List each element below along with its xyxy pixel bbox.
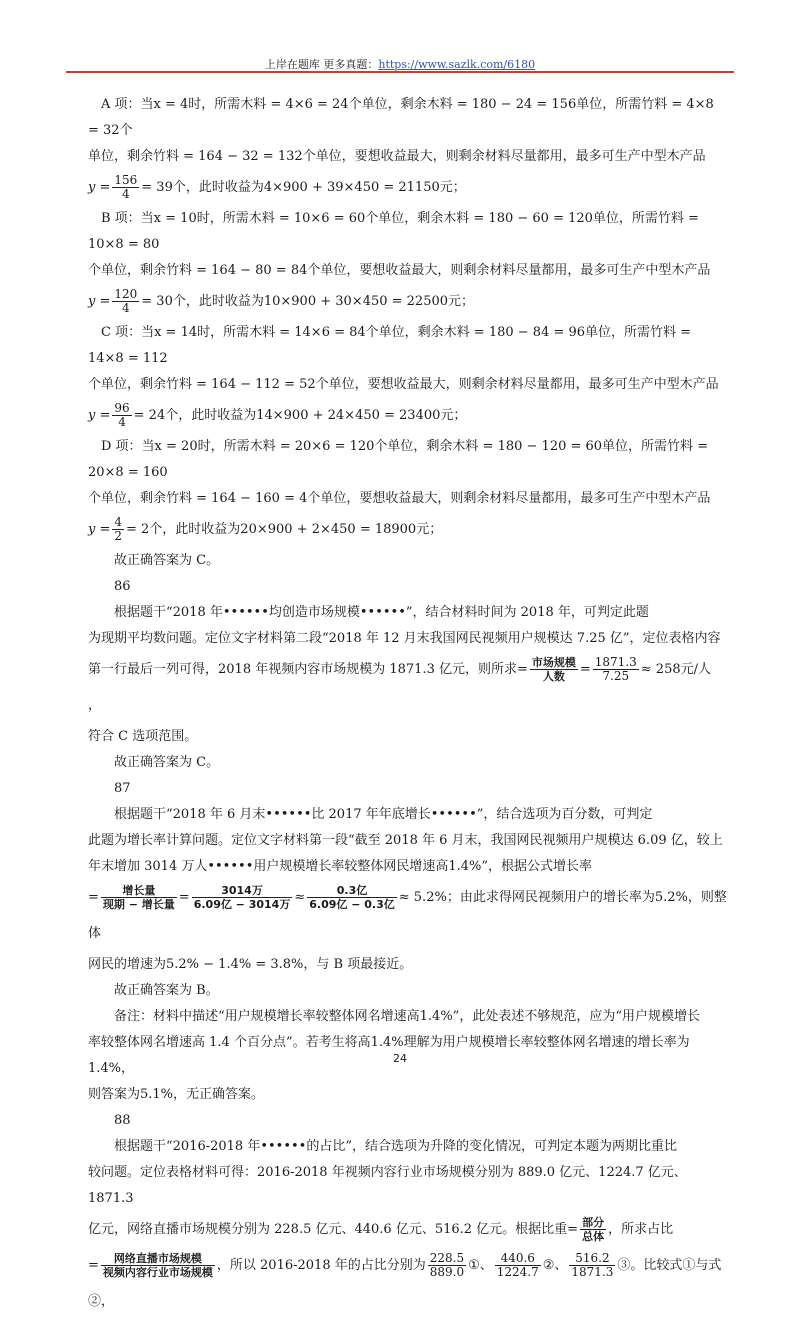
fraction: $\frac{4}{2}$ bbox=[114, 515, 123, 543]
formula-line: = $\frac{\text{增长量}}{\text{现期 − 增长量}}$ = $\frac{\text{3014万}}{\text{6.09亿 − 3014万}}$ ≈ $\frac{\text{0.3亿}}{\text{6.09亿 − 0.3亿}}$ ≈ 5.2%；由此求得网民视频用户的增长率为5.2%，则整体 bbox=[88, 884, 727, 941]
note: 率较整体网名增速高 1.4 个百分点”。若考生将高1.4%理解为用户规模增长率较整体网名增速的增长率为1.4%， bbox=[88, 1035, 690, 1076]
paragraph: C 项：当x = 14时，所需木料 = 14×6 = 84个单位，剩余木料 = 180 − 84 = 96单位，所需竹料 = 14×8 = 112 bbox=[88, 325, 692, 366]
fraction: $\frac{120}{4}$ bbox=[114, 287, 138, 315]
formula-line: 第一行最后一列可得，2018 年视频内容市场规模为 1871.3 亿元，则所求= $\frac{\text{市场规模}}{\text{人数}}$ = $\frac{1871.3}{7.25}$ ≈ 258元/人 ， bbox=[88, 655, 711, 713]
answer-line: 故正确答案为 C。 bbox=[114, 755, 220, 770]
paragraph: 个单位，剩余竹料 = 164 − 112 = 52个单位，要想收益最大，则剩余材料尽量都用，最多可生产中型木产品 bbox=[88, 377, 719, 392]
fraction: $\frac{\text{部分}}{\text{总体}}$ bbox=[582, 1216, 605, 1243]
fraction: $\frac{156}{4}$ bbox=[114, 173, 138, 201]
page-header bbox=[0, 56, 800, 72]
paragraph: 较问题。定位表格材料可得：2016-2018 年视频内容行业市场规模分别为 889.0 亿元、1224.7 亿元、1871.3 bbox=[88, 1165, 687, 1206]
paragraph: 根据题干“2018 年••••••均创造市场规模••••••”，结合材料时间为 2018 年，可判定此题 bbox=[114, 605, 649, 620]
paragraph: 单位，剩余竹料 = 164 − 32 = 132个单位，要想收益最大，则剩余材料尽量都用，最多可生产中型木产品 bbox=[88, 149, 706, 164]
fraction: $\frac{\text{网络直播市场规模}}{\text{视频内容行业市场规模}}$ bbox=[102, 1252, 213, 1279]
formula-line: y = $\frac{96}{4}$ = 24个，此时收益为14×900 + 24×450 = 23400元； bbox=[88, 401, 467, 429]
fraction: $\frac{440.6}{1224.7}$ bbox=[496, 1251, 539, 1279]
header-divider bbox=[66, 71, 734, 73]
paragraph: 个单位，剩余竹料 = 164 − 160 = 4个单位，要想收益最大，则剩余材料尽量都用，最多可生产中型木产品 bbox=[88, 491, 711, 506]
answer-line: 故正确答案为 B。 bbox=[114, 983, 219, 998]
note: 则答案为5.1%，无正确答案。 bbox=[88, 1087, 265, 1102]
question-number: 86 bbox=[114, 579, 131, 594]
document-body bbox=[88, 92, 728, 1320]
paragraph: 为现期平均数问题。定位文字材料第二段“2018 年 12 月末我国网民视频用户规模达 7.25 亿”，定位表格内容 bbox=[88, 631, 721, 646]
paragraph: 个单位，剩余竹料 = 164 − 80 = 84个单位，要想收益最大，则剩余材料尽量都用，最多可生产中型木产品 bbox=[88, 263, 711, 278]
paragraph: 年末增加 3014 万人••••••用户规模增长率较整体网民增速高1.4%”，根据公式增长率 bbox=[88, 859, 593, 874]
question-number: 87 bbox=[114, 781, 131, 796]
fraction: $\frac{\text{增长量}}{\text{现期 − 增长量}}$ bbox=[102, 884, 175, 911]
paragraph: 根据题干“2018 年 6 月末••••••比 2017 年年底增长••••••”，结合选项为百分数，可判定 bbox=[114, 807, 653, 822]
site-name: 上岸在题库 bbox=[264, 58, 320, 71]
note: 备注：材料中描述“用户规模增长率较整体网名增速高1.4%”，此处表述不够规范，应为“用户规模增长 bbox=[114, 1009, 700, 1024]
fraction: $\frac{1871.3}{7.25}$ bbox=[594, 655, 637, 683]
paragraph: D 项：当x = 20时，所需木料 = 20×6 = 120个单位，剩余木料 = 180 − 120 = 60单位，所需竹料 = 20×8 = 160 bbox=[88, 439, 709, 480]
header-sep: 更多真题： bbox=[319, 58, 379, 71]
formula-line: y = $\frac{156}{4}$ = 39个，此时收益为4×900 + 39×450 = 21150元； bbox=[88, 173, 466, 201]
paragraph: 根据题干“2016-2018 年••••••的占比”，结合选项为升降的变化情况，可判定本题为两期比重比 bbox=[114, 1139, 677, 1154]
answer-line: 故正确答案为 C。 bbox=[114, 553, 220, 568]
formula-line: y = $\frac{4}{2}$ = 2个，此时收益为20×900 + 2×450 = 18900元； bbox=[88, 515, 443, 543]
fraction: $\frac{\text{0.3亿}}{\text{6.09亿 − 0.3亿}}$ bbox=[309, 884, 395, 911]
fraction: $\frac{228.5}{889.0}$ bbox=[429, 1251, 465, 1279]
paragraph: 此题为增长率计算问题。定位文字材料第一段“截至 2018 年 6 月末，我国网民视频用户规模达 6.09 亿，较上 bbox=[88, 833, 723, 848]
formula-line: y = $\frac{120}{4}$ = 30个，此时收益为10×900 + 30×450 = 22500元； bbox=[88, 287, 475, 315]
paragraph: A 项：当x = 4时，所需木料 = 4×6 = 24个单位，剩余木料 = 180 − 24 = 156单位，所需竹料 = 4×8 = 32个 bbox=[88, 97, 714, 138]
fraction: $\frac{\text{市场规模}}{\text{人数}}$ bbox=[531, 656, 576, 683]
fraction: $\frac{\text{3014万}}{\text{6.09亿 − 3014万}}$ bbox=[193, 884, 291, 911]
header-link[interactable]: https://www.sazlk.com/6180 bbox=[378, 58, 536, 71]
paragraph: B 项：当x = 10时，所需木料 = 10×6 = 60个单位，剩余木料 = 180 − 60 = 120单位，所需竹料 = 10×8 = 80 bbox=[88, 211, 699, 252]
paragraph: 符合 C 选项范围。 bbox=[88, 729, 198, 744]
fraction: $\frac{516.2}{1871.3}$ bbox=[571, 1251, 614, 1279]
fraction: $\frac{96}{4}$ bbox=[114, 401, 130, 429]
formula-line: = $\frac{\text{网络直播市场规模}}{\text{视频内容行业市场规模}}$ ，所以 2016-2018 年的占比分别为 $\frac{228.5}{889.0}$ ①、 $\frac{440.6}{1224.7}$ ②、 $\frac{516.2}{1871.3}$ ③。比较式①与式②， bbox=[88, 1251, 722, 1309]
paragraph: 网民的增速为5.2% − 1.4% = 3.8%，与 B 项最接近。 bbox=[88, 957, 413, 972]
page-number: 24 bbox=[393, 1052, 407, 1065]
question-number: 88 bbox=[114, 1113, 131, 1128]
formula-line: 亿元，网络直播市场规模分别为 228.5 亿元、440.6 亿元、516.2 亿元。根据比重= $\frac{\text{部分}}{\text{总体}}$ ，所求占比 bbox=[88, 1216, 674, 1243]
